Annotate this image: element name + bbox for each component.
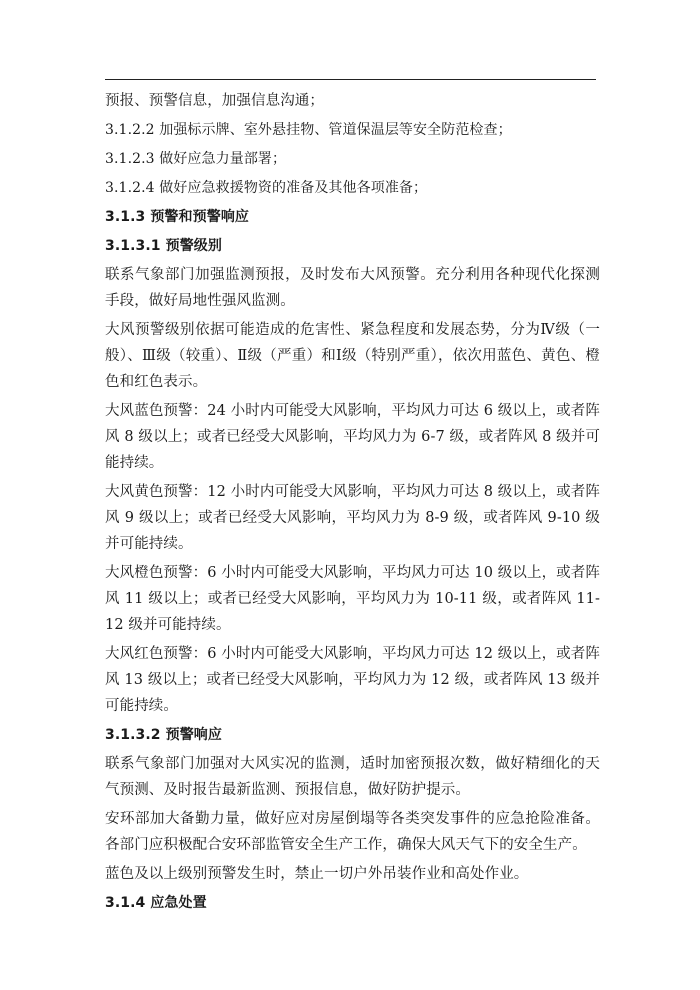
orange-warning-paragraph: 大风橙色预警：6 小时内可能受大风影响，平均风力可达 10 级以上，或者阵风 11 级以上；或者已经受大风影响，平均风力为 10-11 级，或者阵风 11-12 级并可能持续。 xyxy=(105,565,600,633)
paragraph: 预报、预警信息，加强信息沟通； xyxy=(105,93,324,109)
paragraph: 大风预警级别依据可能造成的危害性、紧急程度和发展态势，分为Ⅳ级（一般）、Ⅲ级（较重）、Ⅱ级（严重）和Ⅰ级（特别严重），依次用蓝色、黄色、橙色和红色表示。 xyxy=(105,322,600,390)
clause-3-1-2-3: 3.1.2.3 做好应急力量部署； xyxy=(105,151,287,167)
yellow-warning-paragraph: 大风黄色预警：12 小时内可能受大风影响，平均风力可达 8 级以上，或者阵风 9 级以上；或者已经受大风影响，平均风力为 8-9 级，或者阵风 9-10 级并可能持续。 xyxy=(105,484,600,552)
section-heading-3-1-3: 3.1.3 预警和预警响应 xyxy=(105,209,250,225)
section-heading-3-1-3-1: 3.1.3.1 预警级别 xyxy=(105,238,222,254)
red-warning-paragraph: 大风红色预警：6 小时内可能受大风影响，平均风力可达 12 级以上，或者阵风 13 级以上；或者已经受大风影响，平均风力为 12 级，或者阵风 13 级并可能持续。 xyxy=(105,646,600,714)
paragraph: 蓝色及以上级别预警发生时，禁止一切户外吊装作业和高处作业。 xyxy=(105,866,529,882)
paragraph: 联系气象部门加强对大风实况的监测，适时加密预报次数，做好精细化的天气预测、及时报告最新监测、预报信息，做好防护提示。 xyxy=(105,756,600,798)
section-heading-3-1-4: 3.1.4 应急处置 xyxy=(105,895,207,911)
section-heading-3-1-3-2: 3.1.3.2 预警响应 xyxy=(105,727,222,743)
paragraph: 联系气象部门加强监测预报，及时发布大风预警。充分利用各种现代化探测手段，做好局地性强风监测。 xyxy=(105,267,600,309)
document-body xyxy=(105,88,600,919)
header-rule xyxy=(105,79,596,80)
blue-warning-paragraph: 大风蓝色预警：24 小时内可能受大风影响，平均风力可达 6 级以上，或者阵风 8 级以上；或者已经受大风影响，平均风力为 6-7 级，或者阵风 8 级并可能持续。 xyxy=(105,403,600,471)
clause-3-1-2-4: 3.1.2.4 做好应急救援物资的准备及其他各项准备； xyxy=(105,180,428,196)
paragraph: 安环部加大备勤力量，做好应对房屋倒塌等各类突发事件的应急抢险准备。各部门应积极配合安环部监管安全生产工作，确保大风天气下的安全生产。 xyxy=(105,811,600,853)
clause-3-1-2-2: 3.1.2.2 加强标示牌、室外悬挂物、管道保温层等安全防范检查； xyxy=(105,122,512,138)
